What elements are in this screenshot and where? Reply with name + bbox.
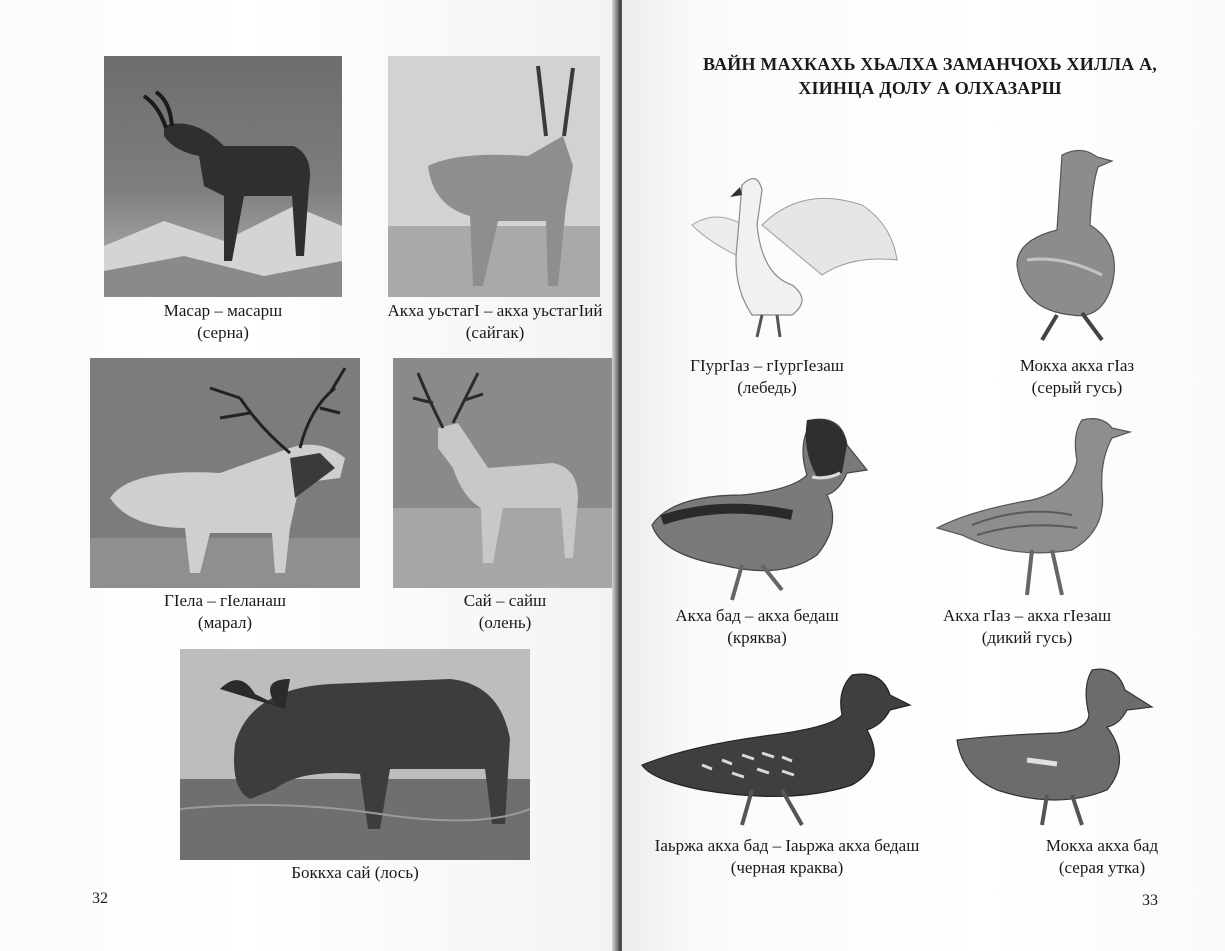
wild-goose-picture xyxy=(932,410,1132,600)
swan-name: ГIургIаз – гIургIезаш xyxy=(690,356,844,375)
mallard-caption xyxy=(637,605,877,649)
grey-goose-caption xyxy=(972,355,1182,399)
grey-goose-picture xyxy=(1002,145,1142,345)
wild-goose-caption xyxy=(917,605,1137,649)
swan-picture xyxy=(662,165,902,345)
saiga-photo xyxy=(388,56,600,297)
wild-goose-translation: (дикий гусь) xyxy=(981,628,1073,647)
mallard-picture xyxy=(642,415,872,605)
deer-photo xyxy=(393,358,615,588)
title-line-1: ВАЙН МАХКАХЬ ХЬАЛХА ЗАМАНЧОХЬ ХИЛЛА А, xyxy=(703,54,1157,74)
chamois-photo xyxy=(104,56,342,297)
mallard-name: Акха бад – акха бедаш xyxy=(675,606,839,625)
black-duck-picture xyxy=(642,665,912,830)
chamois-translation: (серна) xyxy=(197,323,249,342)
gray-duck-caption xyxy=(1007,835,1197,879)
wild-goose-name: Акха гIаз – акха гIезаш xyxy=(942,606,1112,625)
title-line-2: ХIИНЦА ДОЛУ А ОЛХАЗАРШ xyxy=(798,78,1062,98)
saiga-caption xyxy=(370,300,616,344)
grey-goose-translation: (серый гусь) xyxy=(1031,378,1123,397)
maral-translation: (марал) xyxy=(197,613,253,632)
chamois-caption xyxy=(104,300,342,344)
maral-photo xyxy=(90,358,360,588)
swan-translation: (лебедь) xyxy=(737,378,797,397)
chamois-name: Масар – масарш xyxy=(163,301,283,320)
deer-translation: (олень) xyxy=(478,613,532,632)
moose-photo xyxy=(180,649,530,860)
page-number-left: 32 xyxy=(92,890,108,907)
black-duck-name: Iаьржа акха бад – Iаьржа акха бедаш xyxy=(654,836,920,855)
deer-caption xyxy=(405,590,605,634)
maral-caption xyxy=(110,590,340,634)
gray-duck-picture xyxy=(957,665,1157,830)
moose-name: Боккха сай (лось) xyxy=(291,863,419,882)
page-number-right: 33 xyxy=(1142,892,1158,909)
black-duck-caption xyxy=(627,835,947,879)
deer-name: Сай – сайш xyxy=(463,591,547,610)
page-title xyxy=(650,52,1210,100)
saiga-name: Акха уьстагI – акха уьстагIий xyxy=(387,301,603,320)
maral-name: ГIела – гIеланаш xyxy=(163,591,286,610)
grey-goose-name: Мокха акха гIаз xyxy=(1019,356,1135,375)
mallard-translation: (кряква) xyxy=(727,628,787,647)
gray-duck-name: Мокха акха бад xyxy=(1045,836,1159,855)
right-page xyxy=(622,0,1225,951)
moose-caption xyxy=(180,862,530,884)
saiga-translation: (сайгак) xyxy=(465,323,525,342)
swan-caption xyxy=(652,355,882,399)
black-duck-translation: (черная краква) xyxy=(730,858,844,877)
gray-duck-translation: (серая утка) xyxy=(1058,858,1146,877)
